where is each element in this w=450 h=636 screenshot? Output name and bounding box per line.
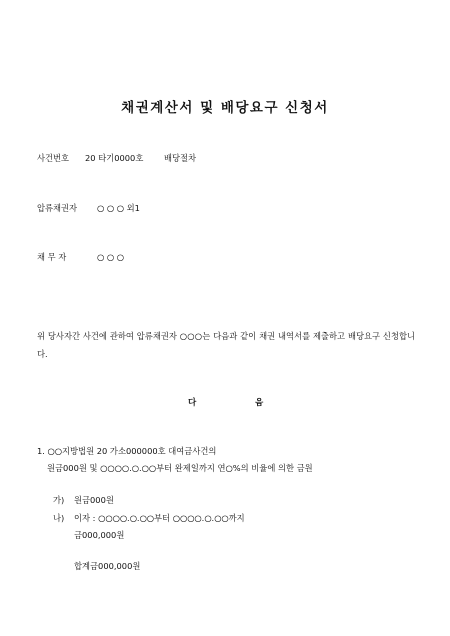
item1-line1: 1. ○○지방법원 20 가소000000호 대여금사건의 bbox=[37, 446, 217, 456]
sub-na-text: 이자 : ○○○○.○.○○부터 ○○○○.○.○○까지 bbox=[74, 513, 245, 523]
document-title: 채권계산서 및 배당요구 신청서 bbox=[121, 100, 329, 116]
sub-na-marker: 나) bbox=[53, 513, 65, 523]
creditor-name: ○ ○ ○ 외1 bbox=[97, 203, 140, 213]
total-amount: 합계금000,000원 bbox=[74, 561, 141, 571]
debtor-label: 채 무 자 bbox=[37, 252, 67, 262]
case-number-value: 20 타기0000호 bbox=[85, 153, 144, 163]
sub-ga-marker: 가) bbox=[53, 495, 65, 505]
case-number-label: 사건번호 bbox=[37, 153, 70, 163]
heading-right: 음 bbox=[255, 398, 264, 408]
creditor-label: 압류채권자 bbox=[37, 203, 78, 213]
item1-line2: 원금000원 및 ○○○○.○.○○부터 완제일까지 연○%의 비율에 의한 금원 bbox=[47, 463, 313, 473]
interest-amount: 금000,000원 bbox=[74, 530, 125, 540]
debtor-name: ○ ○ ○ bbox=[97, 252, 124, 262]
case-type: 배당절차 bbox=[164, 153, 197, 163]
heading-left: 다 bbox=[188, 398, 197, 408]
body-paragraph: 위 당사자간 사건에 관하여 압류채권자 ○○○는 다음과 같이 채권 내역서를 제출하고 배당요구 신청합니다. bbox=[37, 331, 415, 359]
sub-ga-text: 원금000원 bbox=[74, 495, 114, 505]
